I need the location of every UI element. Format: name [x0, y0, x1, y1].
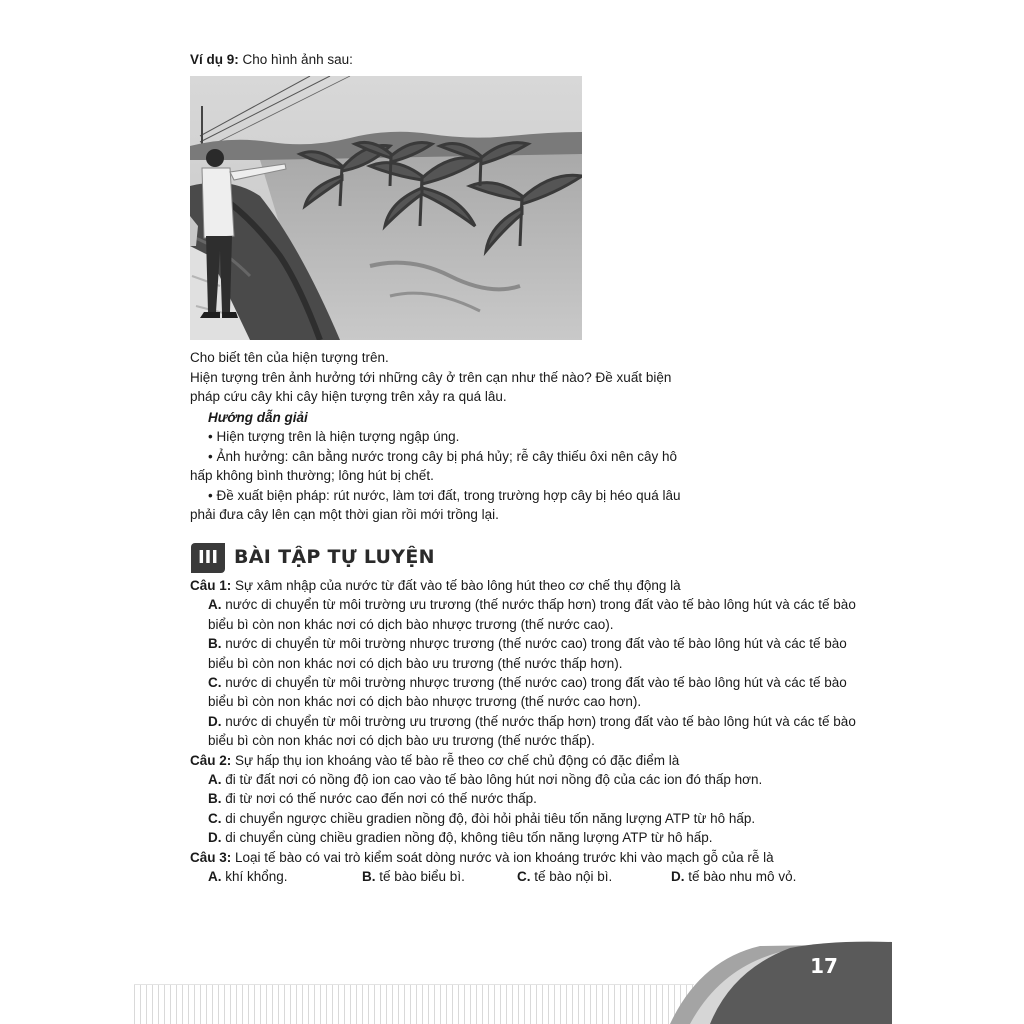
option-text: đi từ nơi có thế nước cao đến nơi có thế nước thấp. [221, 791, 537, 807]
option-text: tế bào nhu mô vỏ. [684, 869, 797, 885]
footer-decoration-lines [134, 984, 694, 1024]
option-line [190, 809, 856, 828]
option-key: B. [208, 636, 222, 652]
exercise-question [190, 848, 856, 867]
example-label: Ví dụ 9: [190, 52, 239, 67]
question-stem: Sự hấp thụ ion khoáng vào tế bào rễ theo cơ chế chủ động có đặc điểm là [231, 752, 680, 768]
option-c [517, 867, 612, 886]
option-text: nước di chuyển từ môi trường ưu trương (thế nước thấp hơn) trong đất vào tế bào lông hút và các tế bào [221, 597, 856, 613]
section-number-badge: III [191, 543, 225, 573]
guide-title: Hướng dẫn giải [208, 410, 308, 425]
option-text: tế bào biểu bì. [375, 869, 465, 885]
answer-line: phải đưa cây lên cạn một thời gian rồi mới trồng lại. [190, 507, 499, 522]
answer-line: hấp không bình thường; lông hút bị chết. [190, 468, 434, 483]
question-label: Câu 2: [190, 752, 232, 768]
question-line: Hiện tượng trên ảnh hưởng tới những cây ở trên cạn như thế nào? Đề xuất biện [190, 369, 672, 385]
option-line [190, 789, 856, 808]
exercise-list [190, 576, 856, 886]
option-line [190, 712, 856, 731]
option-key: B. [362, 869, 376, 885]
option-text: khí khổng. [221, 869, 288, 885]
option-text: tế bào nội bì. [530, 869, 613, 885]
option-a [208, 867, 288, 886]
option-key: A. [208, 869, 222, 885]
option-key: C. [208, 810, 222, 826]
option-key: C. [208, 675, 222, 691]
option-key: D. [208, 830, 222, 846]
option-text: nước di chuyển từ môi trường ưu trương (thế nước thấp hơn) trong đất vào tế bào lông hút và các tế bào [221, 713, 856, 729]
option-line [190, 595, 856, 614]
option-text: đi từ đất nơi có nồng độ ion cao vào tế bào lông hút nơi nồng độ của các ion đó thấp hơn. [221, 772, 763, 788]
option-text: nước di chuyển từ môi trường nhược trương (thế nước cao) trong đất vào tế bào lông hút và các tế bào [221, 675, 847, 691]
option-key: C. [517, 869, 531, 885]
section-title: BÀI TẬP TỰ LUYỆN [234, 546, 435, 568]
option-line [190, 634, 856, 653]
option-key: D. [671, 869, 685, 885]
question-text [190, 348, 671, 407]
option-line: biểu bì còn non khác nơi có dịch bào nhược trương (thế nước cao hơn). [208, 694, 642, 710]
flooded-field-photo [190, 76, 582, 340]
option-line [190, 770, 856, 789]
example-text: Cho hình ảnh sau: [238, 52, 353, 67]
photo-illustration [190, 76, 582, 340]
option-key: B. [208, 791, 222, 807]
exercise-question [190, 576, 856, 595]
option-b [362, 867, 465, 886]
option-row [190, 867, 856, 886]
option-text: nước di chuyển từ môi trường nhược trương (thế nước cao) trong đất vào tế bào lông hút và các tế bào [221, 636, 847, 652]
option-line [190, 673, 856, 692]
page-number: 17 [810, 954, 838, 978]
question-line: Cho biết tên của hiện tượng trên. [190, 350, 389, 365]
question-label: Câu 3: [190, 849, 232, 865]
answer-line: • Ảnh hưởng: cân bằng nước trong cây bị phá hủy; rễ cây thiếu ôxi nên cây hô [208, 448, 678, 464]
question-stem: Loại tế bào có vai trò kiểm soát dòng nước và ion khoáng trước khi vào mạch gỗ của rễ là [231, 849, 774, 865]
option-line: biểu bì còn non khác nơi có dịch bào nhược trương (thế nước cao). [208, 616, 614, 632]
footer-page-tab [670, 940, 892, 1024]
guide-answer [190, 427, 680, 525]
answer-line: • Hiện tượng trên là hiện tượng ngập úng. [208, 429, 460, 444]
option-line: biểu bì còn non khác nơi có dịch bào ưu trương (thế nước thấp hơn). [208, 655, 623, 671]
question-label: Câu 1: [190, 578, 232, 593]
option-line [190, 828, 856, 847]
option-key: A. [208, 772, 222, 788]
option-text: di chuyển cùng chiều gradien nồng độ, không tiêu tốn năng lượng ATP từ hô hấp. [221, 830, 713, 846]
option-d [671, 867, 796, 886]
example-heading [190, 50, 353, 70]
option-key: A. [208, 597, 222, 613]
question-line: pháp cứu cây khi cây hiện tượng trên xảy ra quá lâu. [190, 389, 507, 404]
exercise-question [190, 751, 856, 770]
option-text: di chuyển ngược chiều gradien nồng độ, đòi hỏi phải tiêu tốn năng lượng ATP từ hô hấp. [221, 810, 756, 826]
option-key: D. [208, 713, 222, 729]
answer-line: • Đề xuất biện pháp: rút nước, làm tơi đất, trong trường hợp cây bị héo quá lâu [208, 487, 681, 503]
option-line: biểu bì còn non khác nơi có dịch bào ưu trương (thế nước thấp). [208, 733, 595, 749]
question-stem: Sự xâm nhập của nước từ đất vào tế bào lông hút theo cơ chế thụ động là [231, 578, 681, 593]
